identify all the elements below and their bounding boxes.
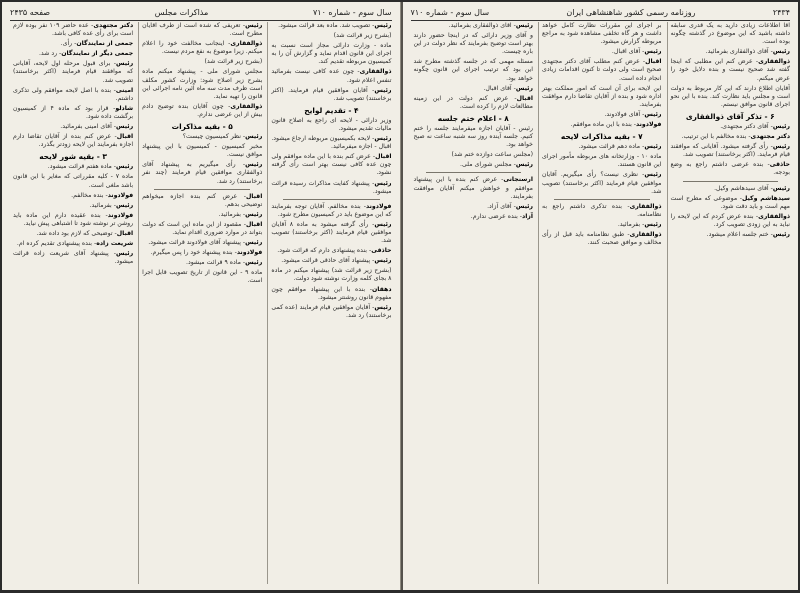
speaker-name: رئیس <box>115 201 134 209</box>
speaker-name: رئیس <box>374 22 392 29</box>
speaker-name: رئیس <box>115 250 134 258</box>
speaker-name: رئیس <box>245 239 263 247</box>
right-columns <box>411 22 791 584</box>
paragraph-text: - آقای امینی بفرمائید. <box>60 123 116 131</box>
speaker-name: اقبال <box>375 153 392 161</box>
paragraph <box>414 22 534 30</box>
paragraph <box>542 231 662 247</box>
paragraph-text: - پیشنهاد آقای شریعت زاده قرائت میشود. <box>12 250 134 266</box>
paragraph <box>271 22 391 30</box>
paragraph <box>142 193 262 209</box>
paragraph-text: - تصویب شد. ماده بعد قرائت میشود. <box>278 22 375 29</box>
left-page-number: صفحه ۲۴۳۵ <box>10 7 51 17</box>
paragraph <box>414 151 534 159</box>
paragraph-text: این لایحه برای آن است که امور مملکت بهتر اداره شود و بنده از آقایان تقاضا دارم موافقت بفرمایند. <box>542 84 662 108</box>
section-divider <box>554 199 650 200</box>
paragraph-text: - بفرمائید. <box>617 220 645 228</box>
paragraph <box>542 221 662 229</box>
paragraph-text: - مقصود از این ماده این است که دولت بتواند در موارد ضروری اقدام نماید. <box>142 220 263 236</box>
speaker-name: رئیس <box>515 202 533 210</box>
paragraph-text: آقا اطلاعات زیادی دارید به یک قدری سابقه داشته باشید که این موضوع در گذشته چگونه بوده است. <box>670 22 790 46</box>
paragraph <box>13 202 133 210</box>
paragraph-text: - برای قبول مرحله اول لایحه، آقایانی که موافقند قیام فرمایند (اکثر برخاستند) تصویب شد. <box>12 60 134 84</box>
paragraph-text: - بنده تذکری داشتم راجع به نظامنامه. <box>542 202 662 218</box>
paragraph <box>13 123 133 131</box>
paragraph-text: - آقای ذوالفقاری بفرمائید. <box>705 48 773 56</box>
paragraph-text: - آقایان موافقین قیام فرمایند (عده کمی برخاستند) رد شد. <box>271 303 392 319</box>
paragraph <box>671 231 791 239</box>
paragraph-text: مجلس شورای ملی - پیشنهاد میکنم ماده بشرح زیر اصلاح شود: وزارت کشور مکلف است ظرف مدت سه ماه آئین نامه اجرائی این قانون را تهیه نماید. <box>142 68 263 100</box>
right-page-number: ۲۴۳۴ <box>772 7 790 17</box>
paragraph-text: - بفرمائید. <box>218 210 246 218</box>
paragraph-text: - چون عده کافی نیست بفرمائید تنفس اعلام شود. <box>271 68 392 84</box>
paragraph-text: - آقای سیدهاشم وکیل. <box>714 184 773 192</box>
paragraph <box>542 85 662 109</box>
speaker-name: رئیس <box>772 230 790 238</box>
paragraph-text: - آقای ذوالفقاری بفرمائید. <box>448 22 516 29</box>
paragraph <box>142 133 262 141</box>
paragraph-text: - آقای آزاد. <box>487 202 516 210</box>
text-column <box>10 22 133 584</box>
paragraph-text: - پیشنهاد کفایت مذاکرات رسیده قرائت میشود. <box>271 179 392 195</box>
paragraph-text: - عرض کنم مطلب آقای دکتر مجتهدی صحیح است ولی دولت تا کنون اقدامات زیادی انجام داده است. <box>542 58 662 82</box>
paragraph <box>671 48 791 56</box>
paragraph-text: - آقایان موافقین قیام فرمایند. (اکثر برخاستند) تصویب شد. <box>271 86 392 102</box>
paragraph-text: - نظر کمیسیون چیست؟ <box>182 133 246 141</box>
speaker-name: ذوالفقاری <box>359 68 392 76</box>
paragraph <box>142 143 262 159</box>
section-heading: ۴ - تقدیم لوایح <box>304 105 359 115</box>
paragraph <box>414 85 534 93</box>
paragraph <box>414 95 534 111</box>
paragraph-text: - بفرمائید. <box>89 201 116 209</box>
paragraph <box>542 121 662 129</box>
paragraph-text: - ماده ۹ قرائت میشود. <box>186 259 246 267</box>
speaker-name: فولادوند <box>107 211 134 219</box>
paragraph-text: - آقای فولادوند. <box>604 110 645 118</box>
speaker-name: دهقان <box>371 285 392 293</box>
paragraph <box>13 40 133 48</box>
paragraph-text: - چون آقایان بنده توضیح دادم بیش از این عرضی ندارم. <box>142 102 263 118</box>
paragraph <box>142 58 262 66</box>
speaker-name: ذوالفقاری <box>629 230 662 238</box>
speaker-name: اقبال <box>245 220 263 228</box>
paragraph <box>671 213 791 229</box>
paragraph-text: و آقای وزیر دارائی که در اینجا حضور دارند بهتر است توضیح بفرمایند که نظر دولت در این باره چیست. <box>413 32 533 56</box>
speaker-name: رئیس <box>644 48 662 56</box>
paragraph <box>142 269 262 285</box>
paragraph-text: وزیر دارائی - لایحه ای راجع به اصلاح قانون مالیات تقدیم میشود. <box>271 116 392 132</box>
paragraph-text: - تعریفی که شده است از طرف آقایان مطرح است. <box>142 22 263 38</box>
paragraph-text: - موضوعی که مطرح است مهم است و باید دقت شود. <box>670 194 790 210</box>
speaker-name: رئیس <box>115 123 134 131</box>
paragraph <box>414 32 534 56</box>
paragraph-text: - رأی گرفته میشود. آقایانی که موافقند قیام فرمایند. (اکثر برخاستند) تصویب شد. <box>670 143 790 159</box>
left-page-header <box>10 6 392 21</box>
right-issue: سال سوم - شماره ۷۱۰ <box>410 7 490 17</box>
speaker-name: رئیس <box>115 60 134 68</box>
paragraph-text: - بنده مخالفم. آقایان توجه بفرمایند که این موضوع باید در کمیسیون مطرح شود. <box>271 202 392 218</box>
text-column <box>411 22 534 584</box>
paragraph-text: - عرض کنم بنده از آقایان تقاضا دارم اجازه بفرمایند این لایحه زودتر بگذرد. <box>12 133 134 149</box>
speaker-name: دکتر مجتهدی <box>93 22 134 29</box>
paragraph-text: (مجلس ساعت دوازده ختم شد) <box>451 151 533 159</box>
speaker-name: رئیس <box>374 303 392 311</box>
paragraph-text: - نظری نیست؟ رأی میگیریم. آقایان موافقین قیام فرمایند (اکثر برخاستند) تصویب شد. <box>542 171 662 195</box>
speaker-name: رئیس <box>374 135 392 143</box>
paragraph-text: - رد شد. <box>38 50 62 58</box>
speaker-name: رئیس <box>772 143 790 151</box>
paragraph <box>13 87 133 103</box>
paragraph <box>142 221 262 237</box>
left-issue: سال سوم - شماره ۷۱۰ <box>312 7 392 17</box>
speaker-name: رئیس <box>245 210 263 218</box>
paragraph <box>271 203 391 219</box>
speaker-name: امینی <box>115 86 134 94</box>
speaker-name: ارسنجانی <box>503 176 533 184</box>
section-heading: ۷ - بقیه مذاکرات لایحه <box>560 132 643 142</box>
paragraph <box>13 250 133 266</box>
paragraph <box>13 173 133 189</box>
speaker-name: رئیس <box>644 220 662 228</box>
paragraph <box>542 58 662 82</box>
left-page <box>2 2 401 590</box>
paragraph <box>542 22 662 46</box>
paragraph-text: - ماده دهم قرائت میشود. <box>578 143 645 151</box>
paragraph-text: - ختم جلسه اعلام میشود. <box>706 230 773 238</box>
paragraph <box>414 161 534 169</box>
paragraph <box>271 87 391 103</box>
paragraph <box>271 117 391 133</box>
speaker-name: رئیس <box>772 122 790 130</box>
paragraph <box>414 58 534 82</box>
paragraph <box>142 40 262 56</box>
speaker-name: رئیس <box>772 184 790 192</box>
speaker-name: فولادوند <box>636 121 662 129</box>
paragraph-text: - بنده عرض کردم که این لایحه را نباید به این زودی تصویب کرد. <box>670 212 790 228</box>
paragraph-text: - عرض کنم بنده اجازه میخواهم توضیحی بدهم. <box>142 192 263 208</box>
paragraph <box>142 249 262 257</box>
speaker-name: رئیس <box>374 220 392 228</box>
speaker-name: رئیس <box>644 171 662 179</box>
speaker-name: رئیس <box>515 84 533 92</box>
speaker-name: ذوالفقاری <box>230 102 263 110</box>
paragraph <box>671 185 791 193</box>
paragraph-text: - بنده پیشنهادی تقدیم کرده ام. <box>16 240 97 248</box>
paragraph <box>271 247 391 255</box>
paragraph-text: - آقای دکتر مجتهدی. <box>720 122 773 130</box>
speaker-name: اقبال <box>245 192 263 200</box>
paragraph <box>13 22 133 38</box>
paragraph-text: - بنده عرضی داشتم راجع به وضع بودجه. <box>670 161 790 177</box>
paragraph <box>142 22 262 38</box>
paragraph <box>671 161 791 177</box>
paragraph-text: - طبق نظامنامه باید قبل از رأی مخالف و موافق صحبت کنند. <box>542 230 662 247</box>
paragraph <box>271 180 391 196</box>
speaker-name: آزاد <box>522 212 533 220</box>
paragraph <box>13 163 133 171</box>
paragraph <box>142 103 262 119</box>
paragraph-text: ماده ۹ - این قانون از تاریخ تصویب قابل اجرا است. <box>142 269 263 285</box>
paragraph <box>671 58 791 82</box>
speaker-name: ذوالفقاری <box>758 212 790 220</box>
paragraph-text: - ماده هفتم قرائت میشود. <box>47 163 116 171</box>
paragraph <box>271 135 391 151</box>
paragraph-text: - بنده مخالفم. <box>71 191 108 199</box>
paragraph <box>271 42 391 66</box>
paragraph <box>671 85 791 109</box>
newspaper-spread <box>2 2 798 590</box>
paragraph <box>271 257 391 265</box>
speaker-name: رئیس <box>515 161 533 169</box>
speaker-name: رئیس <box>515 22 533 29</box>
paragraph <box>13 105 133 121</box>
paragraph-text: (بشرح زیر قرائت شد) <box>204 58 263 66</box>
speaker-name: اقبال <box>645 58 662 66</box>
paragraph <box>13 230 133 238</box>
right-title: روزنامه رسمی کشور شاهنشاهی ایران <box>566 7 696 17</box>
paragraph <box>542 48 662 56</box>
speaker-name: ذوالفقاری <box>758 58 790 66</box>
paragraph-text: - پیشنهاد آقای فولادوند قرائت میشود. <box>148 239 246 247</box>
paragraph <box>542 171 662 195</box>
speaker-name: حاذقی <box>371 247 392 255</box>
paragraph-text: (بشرح زیر قرائت شد) <box>333 32 392 40</box>
speaker-name: سیدهاشم وکیل <box>741 194 790 202</box>
paragraph-text: - عرض کنم دولت در این زمینه مطالعات لازم را کرده است. <box>413 94 533 110</box>
paragraph-text: - آقای اقبال. <box>483 84 516 92</box>
text-column <box>667 22 791 584</box>
paragraph-text: - عرض کنم بنده با این پیشنهاد موافقم و خواهش میکنم آقایان موافقت بفرمایند. <box>413 176 533 200</box>
paragraph-text: بر اجرای این مقررات نظارت کامل خواهد داشت و هر گاه تخلفی مشاهده شود به مراجع مربوطه گزارش میشود. <box>542 22 662 46</box>
paragraph-text: (بشرح زیر قرائت شد) پیشنهاد میکنم در ماده ۸ بجای کلمه وزارت نوشته شود دولت. <box>271 267 392 283</box>
speaker-name: رئیس <box>374 179 392 187</box>
text-column <box>538 22 662 584</box>
paragraph-text: - عده حاضر ۱۰۹ نفر بوده لازم است برای رأی عده کافی باشد. <box>12 22 134 38</box>
speaker-name: رئیس <box>245 133 263 141</box>
section-divider <box>683 181 779 182</box>
paragraph <box>13 133 133 149</box>
paragraph-text: - بنده با این پیشنهاد موافقم چون مفهوم قانون روشنتر میشود. <box>271 285 392 301</box>
section-divider <box>283 199 379 200</box>
speaker-name: فولادوند <box>366 202 392 210</box>
paragraph <box>542 153 662 169</box>
paragraph-text: مخبر کمیسیون - کمیسیون با این پیشنهاد موافق نیست. <box>142 143 263 159</box>
paragraph-text: آقایان اطلاع دارند که این کار مربوط به دولت است و مجلس باید نظارت کند. بنده با این نحو اجرای قانون موافق نیستم. <box>670 84 790 108</box>
speaker-name: اقبال <box>116 229 134 237</box>
paragraph <box>13 212 133 228</box>
speaker-name: رئیس <box>644 143 662 151</box>
section-heading: ۸ - اعلام ختم جلسه <box>437 113 509 123</box>
paragraph-text: ماده ۷ - کلیه مقرراتی که مغایر با این قانون باشد ملغی است. <box>12 173 134 189</box>
paragraph-text: رئیس - آقایان اجازه میفرمایند جلسه را ختم کنیم. جلسه آینده روز سه شنبه ساعت نه صبح خواهد بود. <box>413 124 533 149</box>
paragraph-text: مسئله مهمی که در جلسه گذشته مطرح شد این بود که ترتیب اجرای این قانون چگونه خواهد بود. <box>413 58 533 82</box>
paragraph <box>542 111 662 119</box>
speaker-name: جمعی از نمایندگان <box>76 40 134 48</box>
paragraph <box>671 133 791 141</box>
speaker-name: رئیس <box>115 163 134 171</box>
paragraph <box>414 176 534 200</box>
paragraph <box>542 143 662 151</box>
section-divider <box>154 189 250 190</box>
speaker-name: شریعت زاده <box>96 240 134 248</box>
speaker-name: رئیس <box>772 48 790 56</box>
paragraph <box>271 286 391 302</box>
paragraph-text: - بنده پیشنهادی دارم که قرائت شود. <box>277 247 372 255</box>
section-heading: ۳ - بقیه شور لایحه <box>39 152 107 162</box>
paragraph <box>414 203 534 211</box>
paragraph <box>271 304 391 320</box>
left-columns <box>10 22 392 584</box>
paragraph <box>13 192 133 200</box>
paragraph <box>13 60 133 84</box>
paragraph <box>142 161 262 185</box>
paragraph <box>142 68 262 100</box>
paragraph <box>271 153 391 177</box>
paragraph-text: - بنده پیشنهاد خود را پس میگیرم. <box>150 249 237 257</box>
left-title: مذاکرات مجلس <box>154 7 209 17</box>
paragraph-text: - اینجانب مخالفت خود را اعلام میکنم. زیرا موضوع به نفع مردم نیست. <box>142 40 263 56</box>
text-column <box>138 22 262 584</box>
paragraph-text: - بنده با اصل لایحه موافقم ولی تذکری داشتم. <box>12 86 134 102</box>
paragraph <box>142 239 262 247</box>
speaker-name: رئیس <box>374 86 392 94</box>
speaker-name: فولادوند <box>107 191 134 199</box>
paragraph-text: - رأی. <box>60 40 77 48</box>
speaker-name: رئیس <box>245 22 263 29</box>
paragraph-text: - لایحه بکمیسیون مربوطه ارجاع میشود. اقبال - اجازه میفرمائید. <box>271 135 392 151</box>
section-divider <box>426 172 522 173</box>
text-column <box>267 22 391 584</box>
paragraph <box>271 32 391 40</box>
speaker-name: رئیس <box>245 161 263 169</box>
speaker-name: حاذقی <box>769 161 790 169</box>
speaker-name: اقبال <box>516 94 533 102</box>
paragraph-text: - عرض کنم بنده با این ماده موافقم ولی چون عده کافی نیست بهتر است رأی گرفته نشود. <box>271 153 392 177</box>
paragraph-text: - مجلس شورای ملی. <box>460 161 516 169</box>
speaker-name: رئیس <box>374 257 392 265</box>
speaker-name: ذوالفقاری <box>629 202 662 210</box>
speaker-name: فولادوند <box>236 249 263 257</box>
paragraph <box>271 267 391 283</box>
paragraph <box>414 213 534 221</box>
paragraph <box>671 195 791 211</box>
paragraph <box>542 203 662 219</box>
paragraph-text: - بنده مخالفم با این ترتیب. <box>681 133 751 141</box>
speaker-name: رئیس <box>245 259 263 267</box>
speaker-name: جمعی دیگر از نمایندگان <box>61 50 134 58</box>
right-page <box>403 2 799 590</box>
paragraph <box>671 143 791 159</box>
paragraph <box>13 50 133 58</box>
paragraph-text: - بنده عقیده دارم این ماده باید روشن تر نوشته شود تا اشتباهی پیش نیاید. <box>12 211 134 227</box>
paragraph-text: - عرض کنم این مطلبی که اینجا گفته شد صحیح نیست و بنده دلایل خود را عرض میکنم. <box>670 58 790 82</box>
paragraph <box>142 211 262 219</box>
speaker-name: دکتر مجتهدی <box>750 133 790 141</box>
paragraph-text: - آقای اقبال. <box>611 48 645 56</box>
section-heading: ۶ - تذکر آقای ذوالفقاری <box>685 111 775 121</box>
paragraph <box>414 125 534 149</box>
paragraph <box>271 221 391 245</box>
paragraph-text: - رأی میگیریم به پیشنهاد آقای ذوالفقاری موافقین قیام فرمایند (چند نفر برخاستند) رد شد. <box>142 161 263 185</box>
paragraph <box>13 240 133 248</box>
paragraph <box>671 22 791 46</box>
paragraph-text: - پیشنهاد آقای حاذقی قرائت میشود. <box>281 257 375 265</box>
paragraph-text: - رأی گرفته میشود به ماده ۸ آقایان موافقین قیام فرمایند (اکثر برخاستند) تصویب شد. <box>271 220 392 245</box>
speaker-name: ذوالفقاری <box>230 40 263 48</box>
section-heading: ۵ - بقیه مذاکرات <box>171 122 233 132</box>
paragraph-text: ماده ۱۰ - وزارتخانه های مربوطه مأمور اجرای این قانون هستند. <box>542 153 662 169</box>
paragraph-text: - قرار بود که ماده ۴ از کمیسیون برگشت داده شود. <box>12 104 134 120</box>
paragraph-text: - بنده با این ماده موافقم. <box>570 121 637 129</box>
paragraph-text: - بنده عرضی ندارم. <box>470 212 523 220</box>
speaker-name: شادلو <box>115 104 134 112</box>
paragraph-text: ماده - وزارت دارائی مجاز است نسبت به اجرای این قانون اقدام نماید و گزارش آن را به کمیسیون مربوطه تقدیم کند. <box>271 42 392 66</box>
paragraph <box>142 259 262 267</box>
speaker-name: رئیس <box>644 110 662 118</box>
paragraph-text: - توضیحی که لازم بود داده شد. <box>36 229 117 237</box>
right-page-header <box>411 6 791 21</box>
speaker-name: اقبال <box>116 133 134 141</box>
paragraph <box>271 68 391 84</box>
paragraph <box>671 123 791 131</box>
